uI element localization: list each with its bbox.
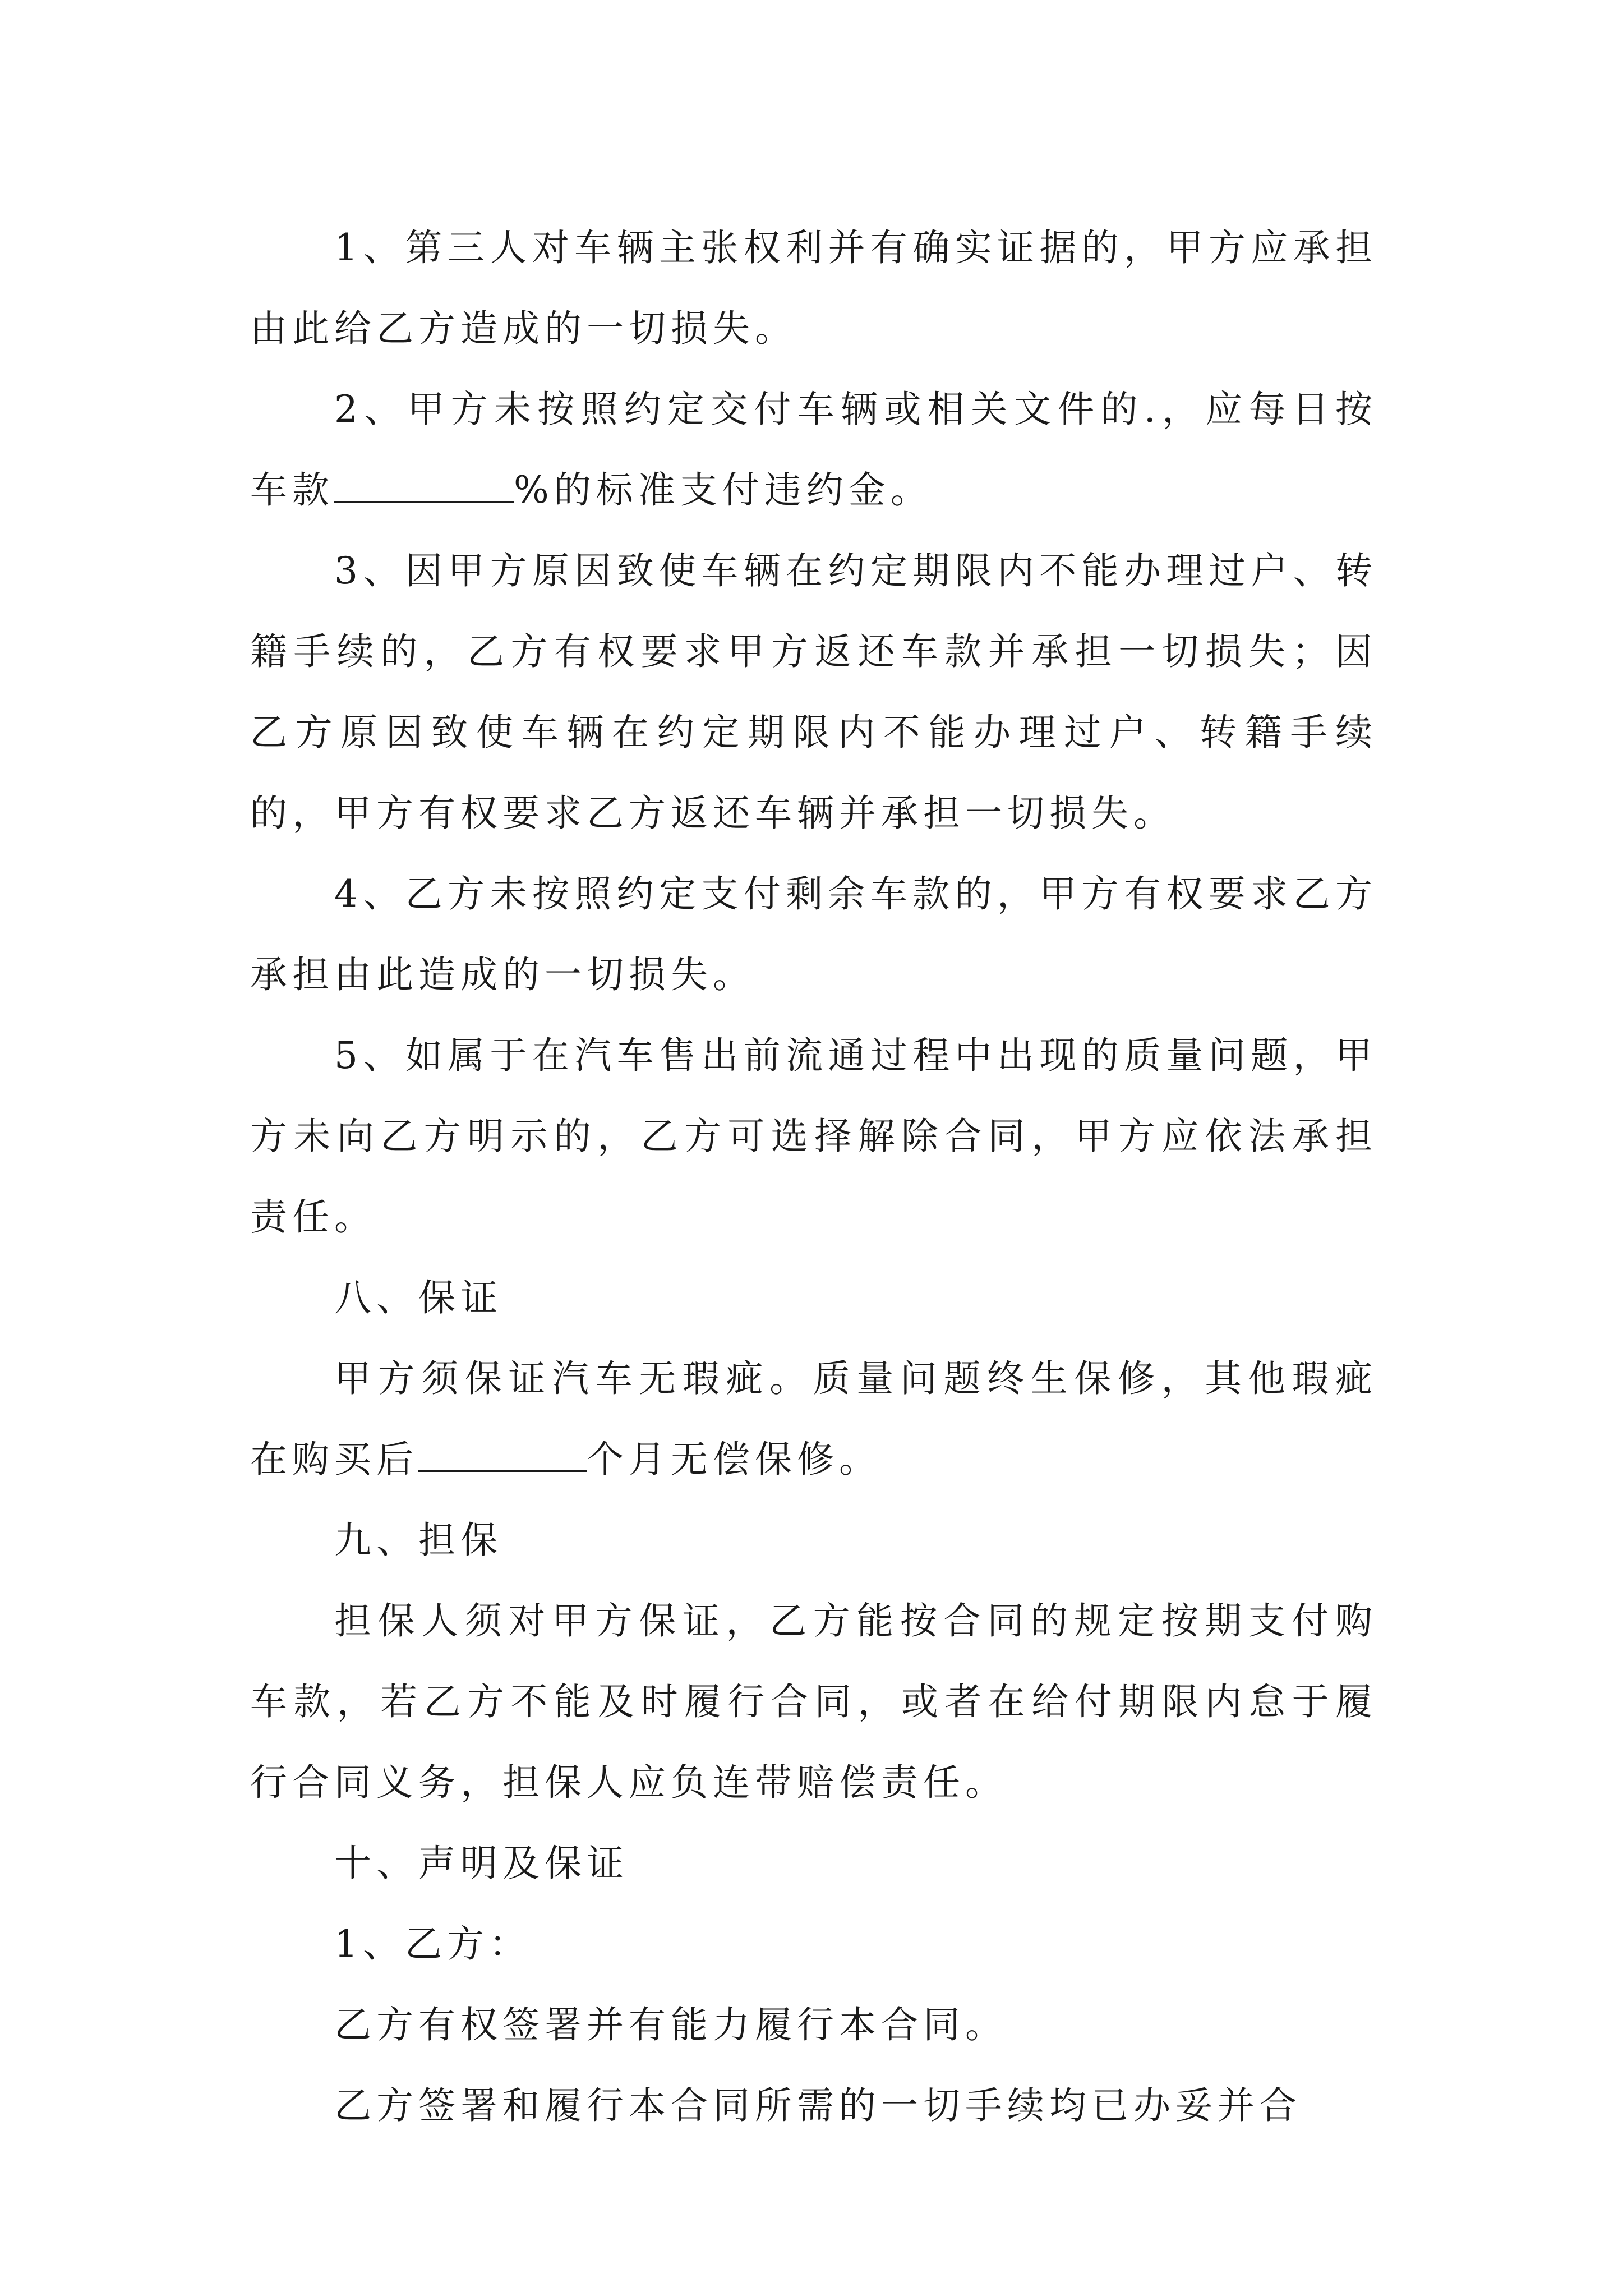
paragraph-text: 1、第三人对车辆主张权利并有确实证据的，甲方应承担由此给乙方造成的一切损失。 [250,226,1377,350]
heading-text: 九、担保 [334,1519,502,1562]
clause-5-quality-issues [250,1015,1377,1258]
paragraph-text-before-blank: 甲方须保证汽车无瑕疵。质量问题终生保修，其他瑕疵在购买后 [250,1357,1377,1481]
clause-3-transfer-registration [250,531,1377,854]
section-heading-surety [250,1500,1377,1581]
document-body [250,208,1377,2146]
paragraph-text: 乙方签署和履行本合同所需的一切手续均已办妥并合 [334,2084,1302,2127]
heading-text: 八、保证 [334,1276,502,1319]
declaration-party-b-procedures [250,2065,1377,2146]
paragraph-text-after-blank: 个月无偿保修。 [587,1438,881,1481]
paragraph-text: 担保人须对甲方保证，乙方能按合同的规定按期支付购车款，若乙方不能及时履行合同，或者在给付期限内怠于履行合同义务，担保人应负连带赔偿责任。 [250,1599,1377,1804]
clause-4-remaining-payment [250,854,1377,1015]
guarantee-warranty-text [250,1338,1377,1500]
warranty-months-blank [418,1438,587,1472]
heading-text: 十、声明及保证 [334,1842,629,1885]
clause-2-late-delivery-penalty [250,369,1377,531]
penalty-rate-blank [334,468,514,503]
paragraph-text: 4、乙方未按照约定支付剩余车款的，甲方有权要求乙方承担由此造成的一切损失。 [250,872,1377,996]
paragraph-text: 3、因甲方原因致使车辆在约定期限内不能办理过户、转籍手续的，乙方有权要求甲方返还车款并承担一切损失；因乙方原因致使车辆在约定期限内不能办理过户、转籍手续的，甲方有权要求乙方返还车辆并承担一切损失。 [250,549,1377,835]
section-heading-guarantee [250,1258,1377,1338]
declaration-party-b-authority [250,1985,1377,2065]
surety-liability-text [250,1581,1377,1823]
paragraph-text: 1、乙方： [334,1922,531,1966]
clause-1-third-party-claims [250,208,1377,369]
paragraph-text: 5、如属于在汽车售出前流通过程中出现的质量问题，甲方未向乙方明示的，乙方可选择解除合同，甲方应依法承担责任。 [250,1034,1377,1239]
paragraph-text: 乙方有权签署并有能力履行本合同。 [334,2003,1007,2046]
declaration-party-b-label [250,1904,1377,1985]
section-heading-declarations [250,1823,1377,1904]
paragraph-text-before-blank: 2、甲方未按照约定交付车辆或相关文件的.，应每日按车款 [250,388,1377,512]
paragraph-text-after-blank: %的标准支付违约金。 [514,468,933,512]
